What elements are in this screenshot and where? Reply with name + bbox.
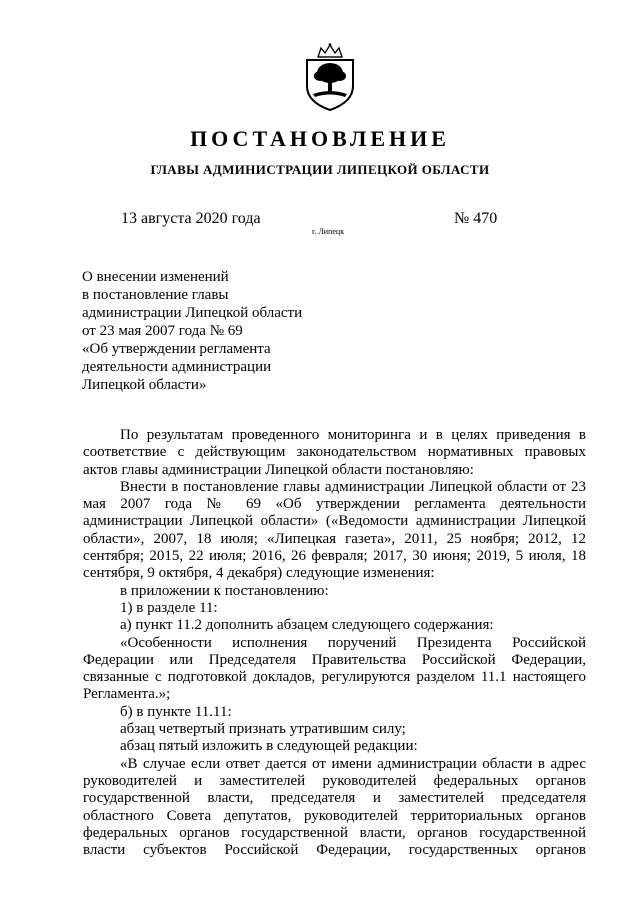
body-paragraph: По результатам проведенного мониторинга и в целях приведения в соответствие с действующим законодательством нормативных правовых актов главы администрации Липецкой области постановляю: xyxy=(83,427,586,478)
document-date: 13 августа 2020 года xyxy=(121,210,261,227)
document-body xyxy=(83,427,586,859)
subject-line: Липецкой области» xyxy=(82,377,207,393)
subject-line: «Об утверждении регламента xyxy=(82,341,271,357)
subject-line: от 23 мая 2007 года № 69 xyxy=(82,323,243,339)
document-city: г. Липецк xyxy=(312,227,345,236)
body-paragraph: 1) в разделе 11: xyxy=(120,599,218,616)
subject-line: администрации Липецкой области xyxy=(82,305,303,321)
body-paragraph: абзац пятый изложить в следующей редакции: xyxy=(120,738,418,755)
body-paragraph: «Особенности исполнения поручений Президента Российской Федерации или Председателя Правительства Российской Федерации, связанные с подготовкой докладов, регулируются разделом 11.1 настоящего Регламента.»; xyxy=(83,634,586,703)
coat-of-arms-emblem xyxy=(301,42,359,112)
body-paragraph: а) пункт 11.2 дополнить абзацем следующего содержания: xyxy=(120,617,494,634)
document-number: № 470 xyxy=(454,210,498,227)
document-title: ПОСТАНОВЛЕНИЕ xyxy=(190,126,450,151)
document-subtitle: ГЛАВЫ АДМИНИСТРАЦИИ ЛИПЕЦКОЙ ОБЛАСТИ xyxy=(150,162,490,177)
document-subject xyxy=(82,268,302,394)
subject-line: деятельности администрации xyxy=(82,359,272,375)
subject-line: О внесении изменений xyxy=(82,269,229,285)
subject-line: в постановление главы xyxy=(82,287,229,303)
body-paragraph: абзац четвертый признать утратившим силу; xyxy=(120,721,406,738)
body-paragraph: «В случае если ответ дается от имени администрации области в адрес руководителей и заместителей руководителей федеральных органов государственной власти, председателя и заместителей председателя областного Совета депутатов, руководителей территориальных органов федеральных органов государственной власти, органов государственной власти субъектов Российской Федерации, государственных органов xyxy=(83,755,586,859)
body-paragraph: Внести в постановление главы администрации Липецкой области от 23 мая 2007 года № 69 «Об утверждении регламента деятельности администрации Липецкой области» («Ведомости администрации Липецкой области», 2007, 18 июля; «Липецкая газета», 2011, 25 ноября; 2012, 12 сентября; 2015, 22 июля; 2016, 26 февраля; 2017, 30 июня; 2019, 5 июля, 18 сентября, 9 октября, 4 декабря) следующие изменения: xyxy=(83,478,586,582)
body-paragraph: в приложении к постановлению: xyxy=(120,582,329,599)
body-paragraph: б) в пункте 11.11: xyxy=(120,703,232,720)
